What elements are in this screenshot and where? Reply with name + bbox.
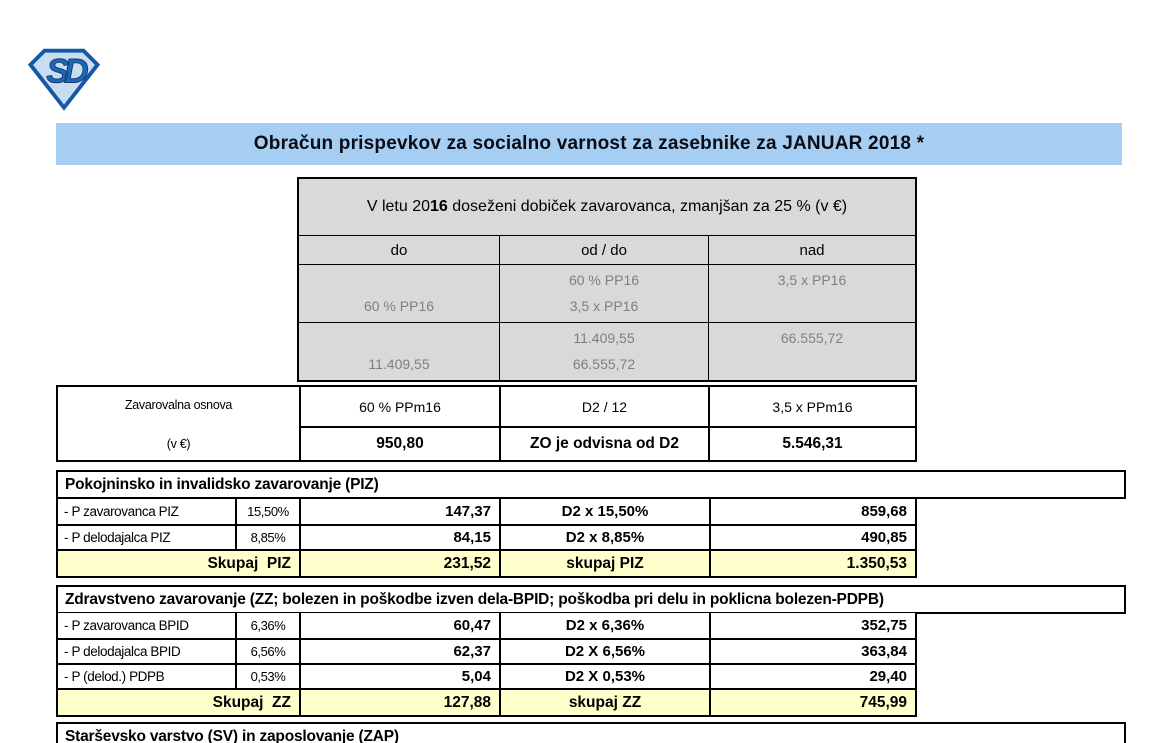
contribution-amount-nad: 352,75 [709,613,915,638]
total-amount: 231,52 [299,551,499,576]
bracket-header-post: doseženi dobiček zavarovanca, zmanjšan za 25 % (v €) [447,198,848,215]
total-label: Skupaj PIZ [207,554,291,572]
contribution-amount: 84,15 [299,526,499,549]
contribution-rate: 15,50% [235,499,299,524]
profit-bracket-table [297,177,917,382]
contribution-amount-nad: 29,40 [709,665,915,688]
contribution-label: - P zavarovanca BPID [64,618,189,633]
contribution-amount: 147,37 [299,499,499,524]
contribution-formula: D2 x 15,50% [499,499,709,524]
page-title: Obračun prispevkov za socialno varnost za zasebnike za JANUAR 2018 * [253,133,925,154]
section-header-piz: Pokojninsko in invalidsko zavarovanje (PIZ) [56,470,1126,499]
base-col-od-do [499,387,708,460]
contribution-label: - P (delod.) PDPB [64,669,165,684]
bracket-cell: 66.555,72 [708,323,915,380]
base-value-cell: ZO je odvisna od D2 [530,435,679,452]
contribution-label: - P delodajalca BPID [64,644,181,659]
base-col-nad [708,387,915,460]
title-bar [56,123,1122,165]
contribution-row [58,663,915,688]
bracket-header-year: 16 [430,198,448,215]
bracket-cell: 11.409,55 [368,356,430,372]
base-value-cell: 950,80 [376,435,424,452]
bracket-cell: 11.409,55 66.555,72 [499,323,708,380]
base-value-cell: 5.546,31 [782,435,843,452]
contribution-label: - P zavarovanca PIZ [64,504,179,519]
contribution-formula: D2 X 0,53% [499,665,709,688]
contribution-amount: 62,37 [299,640,499,663]
sd-logo-icon [25,45,103,111]
base-formula-cell: D2 / 12 [501,387,708,428]
contribution-row [58,613,915,638]
insurance-base-row [56,385,917,462]
contribution-row [58,499,915,524]
bracket-table-header [299,179,915,236]
col-header-od-do: od / do [499,236,708,264]
sd-logo-text: SD [46,52,84,91]
total-formula: skupaj PIZ [499,551,709,576]
bracket-header-pre: V letu 20 [366,198,431,215]
section-table-piz [56,499,917,578]
total-formula: skupaj ZZ [499,690,709,715]
bracket-limits-row-pp16 [299,264,915,322]
total-amount-nad: 745,99 [709,690,915,715]
contribution-row [58,524,915,549]
bracket-limits-row-amounts [299,322,915,380]
total-amount-nad: 1.350,53 [709,551,915,576]
total-label: Skupaj ZZ [212,693,291,711]
section-table-zz [56,613,917,717]
contribution-amount-nad: 363,84 [709,640,915,663]
contribution-rate: 8,85% [235,526,299,549]
contribution-rate: 6,56% [235,640,299,663]
base-col-do [299,387,499,460]
contribution-rate: 0,53% [235,665,299,688]
total-amount: 127,88 [299,690,499,715]
base-formula-cell: 60 % PPm16 [301,387,499,428]
col-header-nad: nad [708,236,915,264]
bracket-cell: 60 % PP16 3,5 x PP16 [499,265,708,322]
total-row-piz [58,549,915,576]
col-header-do: do [390,241,408,259]
contribution-formula: D2 x 6,36% [499,613,709,638]
section-header-zz: Zdravstveno zavarovanje (ZZ; bolezen in poškodbe izven dela-BPID; poškodba pri delu in poklicna bolezen-PDPB) [56,585,1126,614]
section-header-sv: Starševsko varstvo (SV) in zaposlovanje (ZAP) [56,722,1126,743]
base-formula-cell: 3,5 x PPm16 [710,387,915,428]
contribution-row [58,638,915,663]
bracket-cell: 3,5 x PP16 [708,265,915,322]
bracket-cell: 60 % PP16 [363,298,435,314]
bracket-col-headers [299,236,915,264]
contribution-label: - P delodajalca PIZ [64,530,171,545]
insurance-base-label: Zavarovalna osnova (v €) [124,398,233,451]
total-row-zz [58,688,915,715]
contribution-formula: D2 x 8,85% [499,526,709,549]
contribution-amount: 5,04 [299,665,499,688]
contribution-rate: 6,36% [235,613,299,638]
contribution-amount-nad: 490,85 [709,526,915,549]
contribution-amount: 60,47 [299,613,499,638]
contribution-amount-nad: 859,68 [709,499,915,524]
contribution-formula: D2 X 6,56% [499,640,709,663]
